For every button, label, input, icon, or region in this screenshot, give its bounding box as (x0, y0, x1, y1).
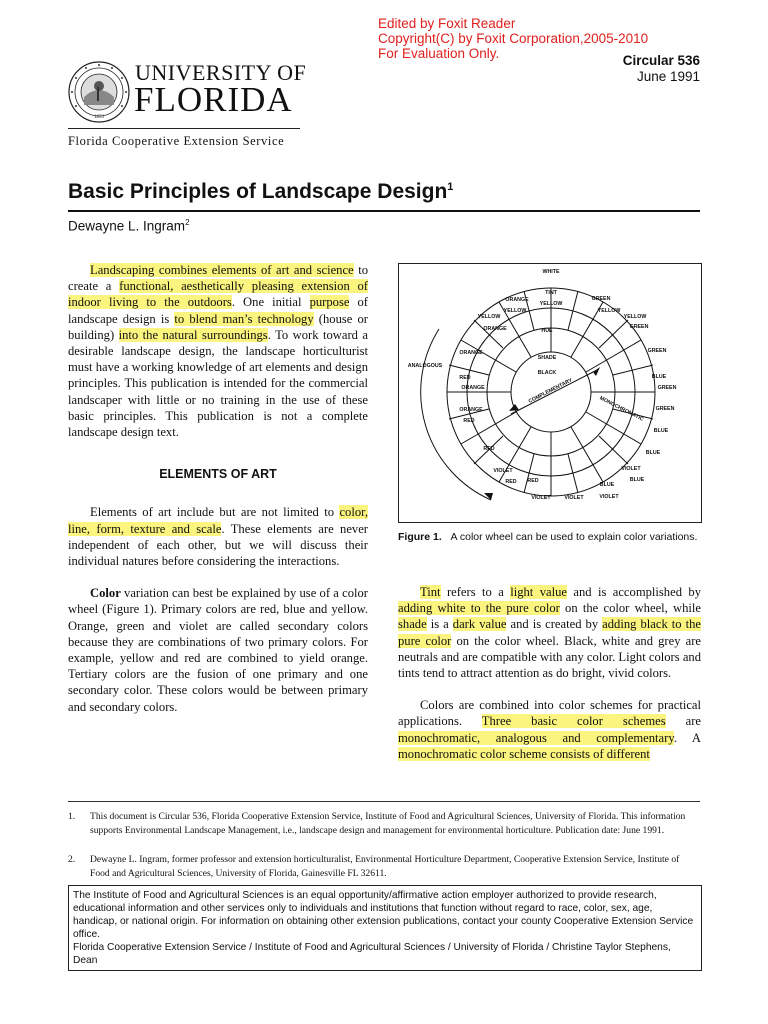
title-text: Basic Principles of Landscape Design (68, 180, 448, 203)
label-green-2: GREEN (657, 385, 677, 391)
text-span: refers to a (440, 585, 511, 599)
label-violet-1: VIOLET (493, 468, 513, 474)
label-blue-1: BLUE (599, 482, 615, 488)
hl-span: monochromatic, analogous and complementary (398, 730, 674, 745)
hl-span: monochromatic color scheme consists of different (398, 746, 650, 761)
author-footnote-ref: 2 (185, 218, 190, 227)
footnote-1 (68, 810, 700, 837)
hl-span: to blend man’s technology (174, 311, 314, 326)
hl-span: adding black to the pure color (398, 617, 701, 648)
caption-label: Figure 1. (398, 531, 442, 543)
text-span: . These elements are never independent of each other, but we will discuss their individual natures before considering the interactions. (68, 521, 369, 569)
label-red-5: RED (527, 478, 539, 484)
paragraph-color (68, 585, 368, 715)
text-span: Elements of art include but are not limited to (90, 505, 340, 520)
hl-span: adding white to the pure color (398, 601, 560, 616)
text-span: and is accomplished by (566, 585, 701, 599)
eo-statement: The Institute of Food and Agricultural Sciences is an equal opportunity/affirmative action employer authorized to provide research, educational information and other services only to individuals and institutions that function without regard to race, color, sex, age, handicap, or national origin. For information on obtaining other extension publications, contact your county Cooperative Extension Service office. (73, 890, 694, 940)
text-span: Colors are combined into color schemes for practical applications. (398, 698, 701, 729)
university-seal-icon (68, 61, 130, 123)
label-yellow-1: YELLOW (539, 301, 563, 307)
hl-span: color, line, form, texture and scale (68, 505, 368, 536)
left-column (68, 262, 368, 715)
university-name-line1: UNIVERSITY OF (135, 60, 307, 85)
label-blue-3: BLUE (645, 450, 661, 456)
label-red-4: RED (505, 479, 517, 485)
label-hue: HUE (541, 328, 553, 334)
label-violet-5: VIOLET (621, 466, 641, 472)
watermark-line-3: For Evaluation Only. (378, 46, 500, 61)
hl-span: Landscaping combines elements of art and science (90, 263, 354, 277)
text-span: . A (673, 730, 702, 745)
text-span: (house or building) (68, 311, 368, 342)
seal-year: 1853 (94, 115, 104, 120)
footnote-number: 2. (68, 854, 76, 865)
hl-span: purpose (309, 295, 350, 310)
label-complementary: COMPLEMENTARY (527, 377, 574, 405)
right-column (398, 584, 701, 762)
caption-text: A color wheel can be used to explain color variations. (450, 531, 698, 543)
figure-caption (398, 530, 701, 544)
text-span: are (665, 714, 701, 729)
text-span: on the color wheel. Black, white and grey are neutrals and are compatible with any color. Light colors and tints tend to attract attention as do bright, vivid colors. (398, 633, 701, 681)
text-span: . To work toward a desirable landscape design, the landscape horticulturist must have a working knowledge of art elements and design principles. This publication is intended for the commercial landscaper with little or no training in the use of these basic principles. This publication is not a complete landscape design text. (68, 327, 369, 440)
hl-span: dark value (452, 617, 507, 632)
label-orange-5: ORANGE (459, 407, 483, 413)
color-wheel-diagram (399, 264, 701, 522)
label-blue-2: BLUE (629, 477, 645, 483)
label-blue-5: BLUE (651, 374, 667, 380)
section-heading: ELEMENTS OF ART (159, 467, 277, 482)
footnote-rule (68, 801, 700, 802)
label-blue-4: BLUE (653, 428, 669, 434)
text-span: . One initial (231, 295, 310, 310)
label-orange-1: ORANGE (505, 297, 529, 303)
label-violet-3: VIOLET (564, 495, 584, 501)
hl-span: Three basic color schemes (481, 714, 666, 729)
title-rule (68, 210, 700, 212)
text-span: is a (426, 617, 453, 632)
document-title (68, 180, 453, 204)
label-analogous: ANALOGOUS (407, 363, 443, 369)
paragraph-intro (68, 262, 368, 440)
label-monochromatic: MONOCHROMATIC (598, 395, 645, 423)
hl-span: light value (510, 585, 567, 599)
circular-date: June 1991 (636, 69, 700, 84)
title-footnote-ref: 1 (447, 181, 454, 193)
label-violet-2: VIOLET (531, 495, 551, 501)
figure-frame (398, 263, 702, 523)
extension-service-name: Florida Cooperative Extension Service (68, 134, 285, 148)
text-span: of landscape design is (68, 295, 369, 326)
header-rule (68, 128, 300, 129)
paragraph-schemes (398, 697, 701, 762)
paragraph-elements (68, 504, 368, 569)
label-red-3: RED (483, 446, 495, 452)
paragraph-tint (398, 584, 701, 681)
label-yellow-5: YELLOW (597, 308, 621, 314)
label-shade: SHADE (537, 355, 557, 361)
label-green-1: GREEN (655, 406, 675, 412)
hl-span: Tint (420, 585, 441, 599)
eo-footer: Florida Cooperative Extension Service / Institute of Food and Agricultural Sciences / University of Florida / Christine Taylor Stephens, Dean (73, 942, 671, 966)
label-green-4: GREEN (629, 324, 649, 330)
label-orange-3: ORANGE (459, 350, 483, 356)
bold-term: Color (90, 586, 121, 601)
author-name: Dewayne L. Ingram (68, 218, 186, 234)
text-span: and is created by (506, 617, 603, 632)
label-yellow-3: YELLOW (477, 314, 501, 320)
footnote-text: Dewayne L. Ingram, former professor and extension horticulturalist, Environmental Horticulture Department, Cooperative Extension Service, Institute of Food and Agricultural Sciences, University of Florida, Gainesville FL 32611. (90, 854, 680, 879)
footnote-text: This document is Circular 536, Florida Cooperative Extension Service, Institute of Food and Agricultural Sciences, University of Florida. This information supports Environmental Landscape Management, i.e., landscape design and management for environmental horticulture. Publication date: June 1991. (90, 811, 686, 836)
label-green-5: GREEN (591, 296, 611, 302)
text-span: on the color wheel, while (559, 601, 702, 616)
equal-opportunity-box (68, 885, 702, 971)
label-orange-2: ORANGE (483, 326, 507, 332)
label-green-3: GREEN (647, 348, 667, 354)
label-black: BLACK (537, 370, 557, 376)
hl-span: functional, aesthetically pleasing extension of indoor living to the outdoors (68, 279, 368, 310)
label-yellow-2: YELLOW (503, 308, 527, 314)
watermark-line-2: Copyright(C) by Foxit Corporation,2005-2010 (378, 31, 649, 46)
university-name-line2: FLORIDA (134, 80, 293, 119)
watermark-line-1: Edited by Foxit Reader (378, 16, 516, 31)
label-red-2: RED (463, 418, 475, 424)
text-span: to create a (68, 263, 368, 294)
label-orange-4: ORANGE (461, 385, 485, 391)
text-span: variation can best be explained by use of a color wheel (Figure 1). Primary colors are red, blue and yellow. Orange, green and violet are called secondary colors because they are combinations of two primary colors. For example, yellow and red are combined to yield orange. Tertiary colors are the fusion of one primary and one secondary color. These colors would be between primary and secondary colors. (68, 586, 368, 714)
footnote-2 (68, 853, 700, 880)
hl-span: shade (398, 617, 427, 632)
label-red-1: RED (459, 375, 471, 381)
foxit-watermark (378, 16, 648, 61)
hl-span: into the natural surroundings (118, 327, 268, 342)
circular-number: Circular 536 (622, 53, 700, 68)
label-yellow-4: YELLOW (623, 314, 647, 320)
label-white: WHITE (542, 269, 560, 275)
label-violet-4: VIOLET (599, 494, 619, 500)
footnote-number: 1. (68, 811, 76, 822)
label-tint: TINT (545, 290, 557, 296)
author-line (68, 218, 190, 234)
